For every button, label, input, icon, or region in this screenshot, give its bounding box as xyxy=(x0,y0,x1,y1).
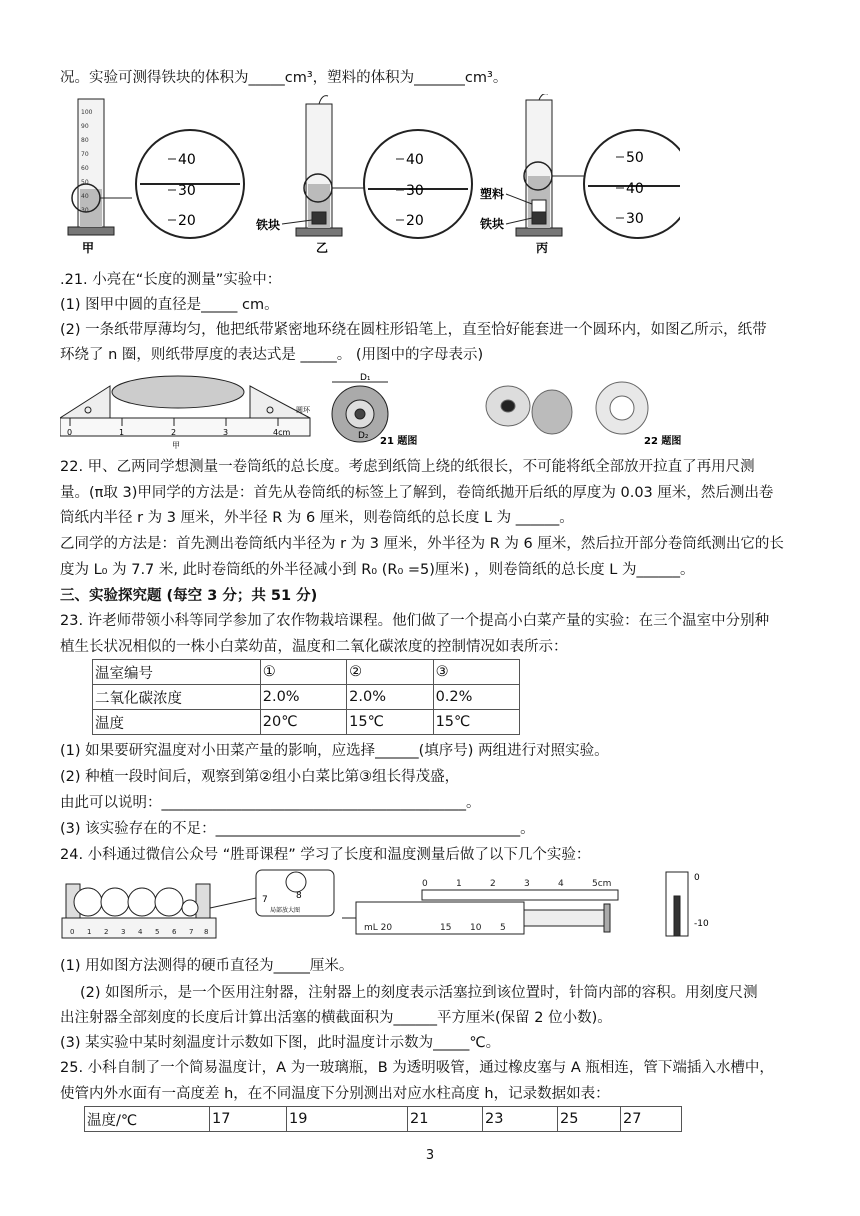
zoom-c-mid: 40 xyxy=(626,181,644,197)
label-d2: D₂ xyxy=(358,431,369,441)
section-3-heading: 三、实验探究题 (每空 3 分；共 51 分) xyxy=(60,588,318,604)
label-d1: D₁ xyxy=(360,373,371,383)
ruler21-tick-4: 4cm xyxy=(273,428,291,437)
table-row xyxy=(93,660,520,685)
table-cell: ① xyxy=(260,660,346,685)
text-line: 况。实验可测得铁块的体积为_____cm³，塑料的体积为_______cm³。 xyxy=(60,70,508,86)
zoom24-7: 7 xyxy=(262,895,268,905)
q21-stem: .21. 小亮在“长度的测量”实验中： xyxy=(60,272,282,288)
r24-t7: 7 xyxy=(189,928,194,936)
table-cell: 23 xyxy=(483,1107,558,1132)
zoom-b-mid: 30 xyxy=(406,183,424,199)
label-ring: 圆环 xyxy=(296,406,310,414)
table-row xyxy=(85,1107,682,1132)
q22-line2: 量。(π取 3)甲同学的方法是：首先从卷筒纸的标签上了解到，卷筒纸拋开后纸的厚度为 0.03 厘米，然后测出卷 xyxy=(60,485,774,501)
label-iron-c: 铁块 xyxy=(480,217,505,231)
syr-ml15: 15 xyxy=(440,923,452,933)
r24-t5: 5 xyxy=(155,928,160,936)
zoom-b-bot: 20 xyxy=(406,213,424,229)
q23-part2-line2: 由此可以说明：__________________________________________。 xyxy=(60,795,481,811)
ruler21-tick-2: 2 xyxy=(171,428,177,437)
label-plastic: 塑料 xyxy=(480,187,505,201)
svg-text:50: 50 xyxy=(81,179,89,186)
syr-ml10: 10 xyxy=(470,923,482,933)
svg-text:90: 90 xyxy=(81,123,89,130)
q24-part2-line2: 出注射器全部刻度的长度后计算出活塞的横截面积为______平方厘米(保留 2 位小数)。 xyxy=(60,1010,612,1026)
greenhouse-table xyxy=(92,659,520,735)
ruler21-label: 甲 xyxy=(172,441,180,450)
syr-r0: 0 xyxy=(422,879,428,889)
table-cell: 15℃ xyxy=(433,710,519,735)
table-cell: 17 xyxy=(210,1107,287,1132)
q22-line1: 22. 甲、乙两同学想测量一卷筒纸的总长度。考虑到纸筒上绕的纸很长，不可能将纸全部放开拉直了再用尺测 xyxy=(60,459,755,475)
q23-part1: (1) 如果要研究温度对小田菜产量的影响，应选择______(填序号) 两组进行对照实验。 xyxy=(60,743,609,759)
table-cell: 0.2% xyxy=(433,685,519,710)
syr-r5: 5cm xyxy=(592,879,612,889)
label-yi: 乙 xyxy=(316,241,329,255)
svg-text:100: 100 xyxy=(81,109,93,116)
svg-text:70: 70 xyxy=(81,151,89,158)
zoom-a-top: 40 xyxy=(178,152,196,168)
thermo-0: 0 xyxy=(694,873,700,883)
temperature-table xyxy=(84,1106,682,1132)
ruler21-tick-1: 1 xyxy=(119,428,125,437)
table-cell: 2.0% xyxy=(260,685,346,710)
page-number: 3 xyxy=(425,1148,435,1163)
syr-r4: 4 xyxy=(558,879,564,889)
q23-part2-line1: (2) 种植一段时间后，观察到第②组小白菜比第③组长得茂盛， xyxy=(60,769,460,785)
q25-line2: 使管内外水面有一高度差 h，在不同温度下分别测出对应水柱高度 h，记录数据如表： xyxy=(60,1086,610,1102)
q23-line1: 23. 许老师带领小科等同学参加了农作物栽培课程。他们做了一个提高小白菜产量的实验：在三个温室中分别种 xyxy=(60,613,770,629)
zoom-c-top: 50 xyxy=(626,150,644,166)
q23-part3: (3) 该实验存在的不足：__________________________________________。 xyxy=(60,821,535,837)
q22-line4: 乙同学的方法是：首先测出卷筒纸内半径为 r 为 3 厘米，外半径为 R 为 6 厘米，然后拉开部分卷筒纸测出它的长 xyxy=(60,536,784,552)
q22-line3: 筒纸内半径 r 为 3 厘米，外半径 R 为 6 厘米，则卷筒纸的总长度 L 为 ______。 xyxy=(60,510,574,526)
zoom-a-mid: 30 xyxy=(178,183,196,199)
q21-part2-line2: 环绕了 n 圈，则纸带厚度的表达式是 _____。 (用图中的字母表示) xyxy=(60,347,484,363)
label-bing: 丙 xyxy=(536,241,549,255)
table-cell: 2.0% xyxy=(347,685,433,710)
r24-t6: 6 xyxy=(172,928,177,936)
r24-t4: 4 xyxy=(138,928,143,936)
zoom-a-bot: 20 xyxy=(178,213,196,229)
label-jia: 甲 xyxy=(82,241,95,255)
zoom24-caption: 局部放大图 xyxy=(270,907,301,914)
table-cell: 19 xyxy=(287,1107,408,1132)
table-cell: 27 xyxy=(621,1107,682,1132)
svg-text:30: 30 xyxy=(81,207,89,214)
q23-line2: 植生长状况相似的一株小白菜幼苗，温度和二氧化碳浓度的控制情况如表所示： xyxy=(60,639,568,655)
r24-t2: 2 xyxy=(104,928,109,936)
q25-line1: 25. 小科自制了一个简易温度计，A 为一玻璃瓶，B 为透明吸管，通过橡皮塞与 A 瓶相连，管下端插入水槽中， xyxy=(60,1060,774,1076)
table-cell: 温度/℃ xyxy=(85,1107,210,1132)
q21-part1: (1) 图甲中圆的直径是_____ cm。 xyxy=(60,297,279,313)
table-cell: 二氧化碳浓度 xyxy=(93,685,261,710)
syr-r3: 3 xyxy=(524,879,530,889)
table-cell: 15℃ xyxy=(347,710,433,735)
table-cell: 21 xyxy=(408,1107,483,1132)
table-cell: 25 xyxy=(558,1107,621,1132)
ruler-ring-figure xyxy=(60,372,700,450)
thermo-minus10: -10 xyxy=(694,919,709,929)
q24-part2-line1: (2) 如图所示，是一个医用注射器，注射器上的刻度表示活塞拉到该位置时，针筒内部的容积。用刻度尺测 xyxy=(80,985,758,1001)
table-cell: 温度 xyxy=(93,710,261,735)
q24-stem: 24. 小科通过微信公众号 “胜哥课程” 学习了长度和温度测量后做了以下几个实验： xyxy=(60,847,591,863)
coin-syringe-thermo-figure xyxy=(60,868,720,944)
table-cell: ③ xyxy=(433,660,519,685)
q24-part1: (1) 用如图方法测得的硬币直径为_____厘米。 xyxy=(60,958,354,974)
q21-part2-line1: (2) 一条纸带厚薄均匀，他把纸带紧密地环绕在圆柱形铅笔上，直至恰好能套进一个圆环内，如图乙所示，纸带 xyxy=(60,322,767,338)
zoom-c-bot: 30 xyxy=(626,211,644,227)
syr-ml20: mL 20 xyxy=(364,923,393,933)
ruler21-tick-0: 0 xyxy=(67,428,73,437)
zoom-b-top: 40 xyxy=(406,152,424,168)
q22-line5: 度为 L₀ 为 7.7 米, 此时卷筒纸的外半径减小到 R₀ (R₀ =5)厘米) ，则卷筒纸的总长度 L 为______。 xyxy=(60,562,695,578)
table-row xyxy=(93,685,520,710)
table-row xyxy=(93,710,520,735)
syr-r2: 2 xyxy=(490,879,496,889)
ruler21-tick-3: 3 xyxy=(223,428,229,437)
table-cell: 20℃ xyxy=(260,710,346,735)
r24-t0: 0 xyxy=(70,928,75,936)
zoom24-8: 8 xyxy=(296,891,302,901)
table-cell: 温室编号 xyxy=(93,660,261,685)
cylinder-a xyxy=(68,99,244,238)
svg-text:40: 40 xyxy=(81,193,89,200)
label-iron-b: 铁块 xyxy=(256,218,281,232)
syr-r1: 1 xyxy=(456,879,462,889)
r24-t3: 3 xyxy=(121,928,126,936)
svg-text:80: 80 xyxy=(81,137,89,144)
cylinders-figure xyxy=(60,94,680,256)
r24-t1: 1 xyxy=(87,928,92,936)
r24-t8: 8 xyxy=(204,928,209,936)
fig22-caption: 22 题图 xyxy=(644,436,682,447)
table-cell: ② xyxy=(347,660,433,685)
fig21-caption: 21 题图 xyxy=(380,436,418,447)
q24-part3: (3) 某实验中某时刻温度计示数如下图，此时温度计示数为_____℃。 xyxy=(60,1035,501,1051)
syr-ml5: 5 xyxy=(500,923,506,933)
svg-text:60: 60 xyxy=(81,165,89,172)
